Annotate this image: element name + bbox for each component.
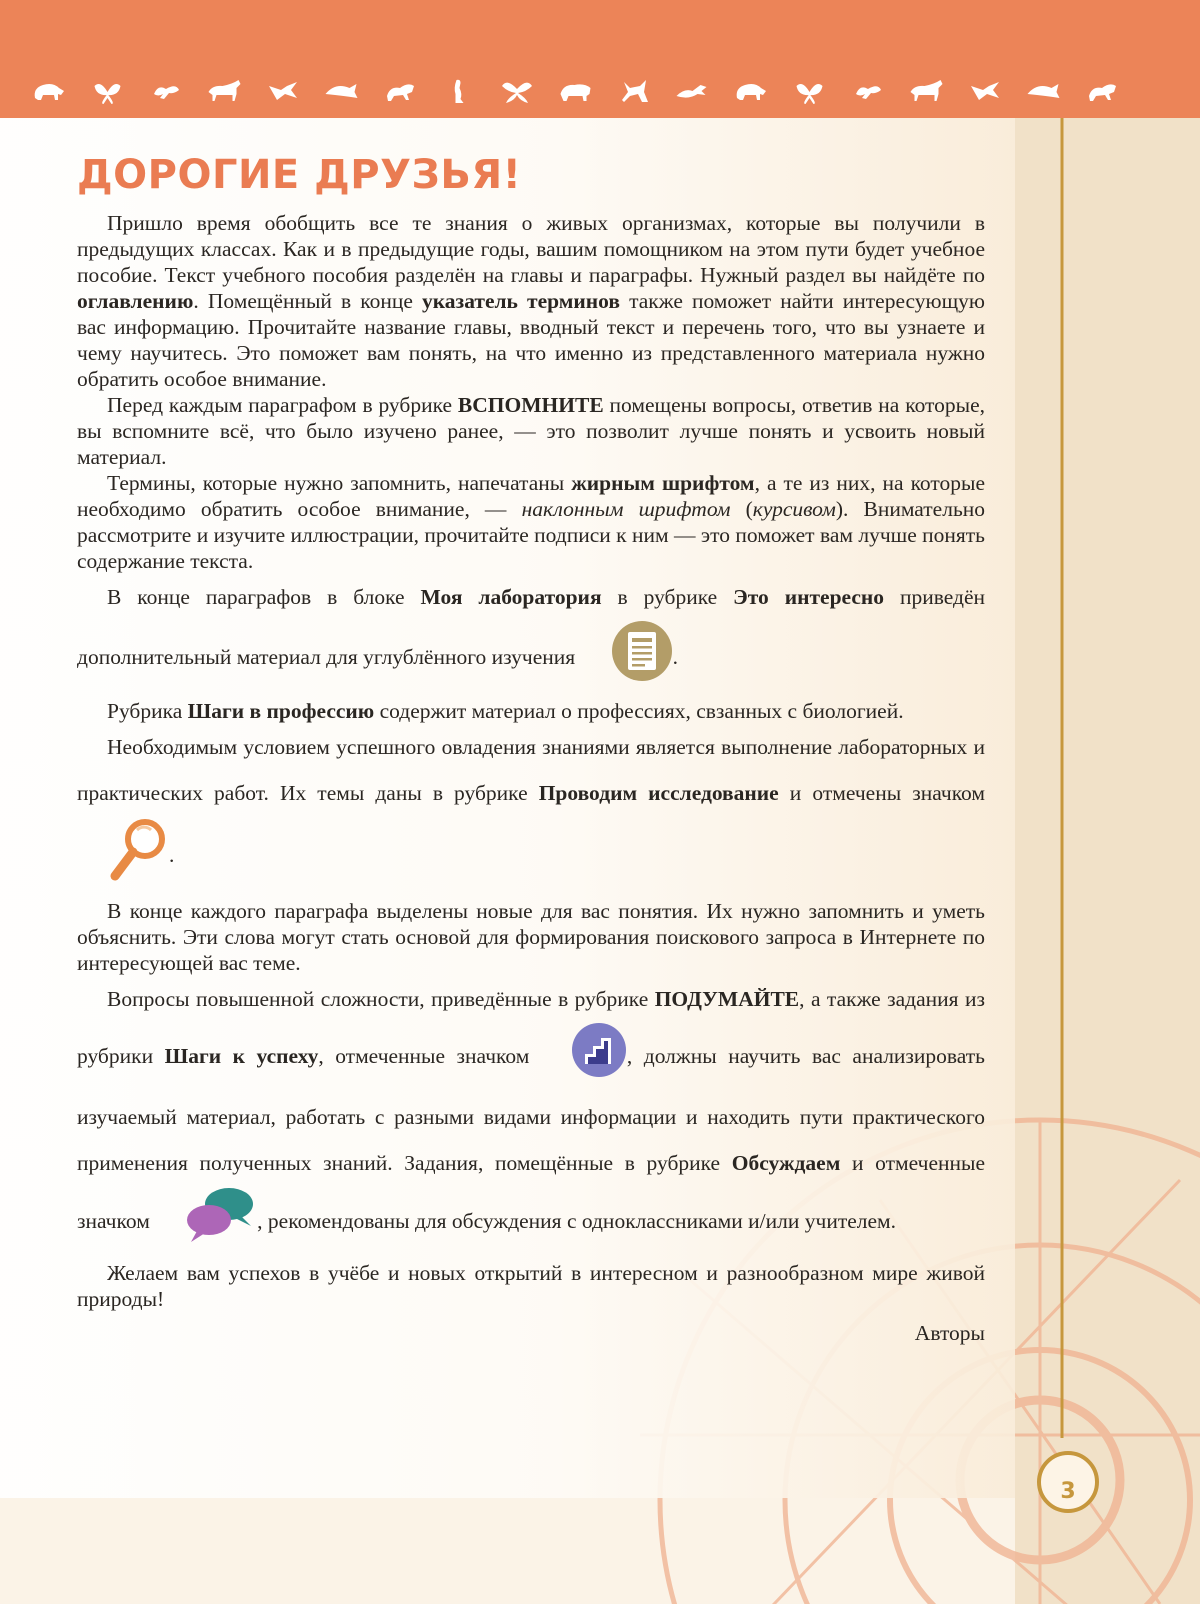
animal-silhouette-icon [502,83,532,103]
animal-silhouette-icon [209,80,241,101]
rubric-remember: ВСПОМНИТЕ [457,393,604,417]
rubric-career-steps: Шаги в профессию [187,699,375,723]
paragraph-9: Желаем вам успехов в учёбе и новых открытий в интересном и разнообразном мире живой природы! [77,1261,985,1311]
term-bold-font: жирным шрифтом [571,471,755,495]
paragraph-6: Необходимым условием успешного овладения знаниями является выполнение лабораторных и практических работ. Их темы даны в рубрике Проводим исследование и отмечены значком . [77,724,985,898]
term-italic: курсивом [752,497,836,521]
speech-bubbles-icon [155,1186,257,1260]
page-content [77,152,985,1346]
paragraph-1: Пришло время обобщить все те знания о живых организмах, которые вы получили в предыдущих классах. Как и в предыдущие годы, вашим помощником на этом пути будет учебное пособие. Текст учебного пособия разделён на главы и параграфы. Нужный раздел вы найдёте по оглавлению. Помещённый в конце указатель терминов также поможет найти интересующую вас информацию. Прочитайте название главы, вводный текст и перечень того, что вы узнаете и чему научитесь. Это поможет вам понять, на что именно из представленного материала нужно обратить особое внимание. [77,211,985,391]
magnifier-icon [77,816,169,898]
term-table-of-contents: оглавлению [77,289,194,313]
rubric-interesting: Это интересно [733,585,885,609]
paragraph-7: В конце каждого параграфа выделены новые для вас понятия. Их нужно запомнить и уметь объяснить. Эти слова могут стать основой для формирования поискового запроса в Интернете по интересующей вас теме. [77,899,985,975]
steps-icon [541,1022,627,1094]
intro-text [77,210,985,1346]
rubric-think: ПОДУМАЙТЕ [654,987,800,1011]
block-my-lab: Моя лаборатория [420,585,602,609]
animal-silhouette-icon [326,84,358,98]
animal-silhouette-icon [154,86,179,99]
rubric-steps-to-success: Шаги к успеху [164,1043,319,1068]
paragraph-4: В конце параграфов в блоке Моя лаборатория в рубрике Это интересно приведён дополнительный материал для углублённого изучения . [77,574,985,698]
animal-silhouette-icon [1028,84,1060,98]
paragraph-3: Термины, которые нужно запомнить, напечатаны жирным шрифтом, а те из них, на которые необходимо обратить особое внимание, — наклонным шрифтом (курсивом). Внимательно рассмотрите и изучите иллюстрации, прочитайте подписи к ним — это поможет вам лучше понять содержание текста. [77,471,986,573]
page-number: 3 [1060,1479,1076,1504]
animal-silhouette-icon [387,84,414,101]
animal-silhouette-icon [269,82,297,100]
animal-silhouette-icon [737,84,766,100]
document-icon [581,620,673,698]
animal-silhouette-icon [677,85,707,98]
animal-silhouette-icon [95,84,121,104]
animal-silhouette-icon [35,84,64,100]
animal-silhouette-icon [561,84,591,101]
animal-silhouette-icon [911,80,943,101]
animal-silhouette-icon [856,86,881,99]
animal-silhouette-icon [455,80,464,103]
animal-silhouette-icon [622,80,648,102]
paragraph-2: Перед каждым параграфом в рубрике ВСПОМНИТЕ помещены вопросы, ответив на которые, вы вспомните всё, что было изучено ранее, — это позволит лучше понять и усвоить новый материал. [77,393,986,469]
animal-silhouettes-strip [0,70,1200,114]
term-slanted-font: наклонным шрифтом [521,497,731,521]
paragraph-5: Рубрика Шаги в профессию содержит материал о профессиях, свзанных с биологией. [107,699,904,723]
paragraph-8: Вопросы повышенной сложности, приведённые в рубрике ПОДУМАЙТЕ, а также задания из рубрики Шаги к успеху, отмеченные значком , должны научить вас анализировать изучаемый материал, работать с разными видами информации и находить пути практического применения полученных знаний. Задания, помещённые в рубрике Обсуждаем и отмеченные значком , рекомендованы для обсуждения с одноклассниками и/или учителем. [77,976,985,1260]
rubric-research: Проводим исследование [538,781,779,805]
page-title: ДОРОГИЕ ДРУЗЬЯ! [77,152,522,198]
animal-silhouette-icon [971,82,999,100]
author-signature: Авторы [914,1321,985,1345]
rubric-discuss: Обсуждаем [731,1151,841,1175]
animal-silhouette-icon [1089,84,1116,101]
term-index: указатель терминов [422,289,621,313]
animal-silhouette-icon [797,84,823,104]
